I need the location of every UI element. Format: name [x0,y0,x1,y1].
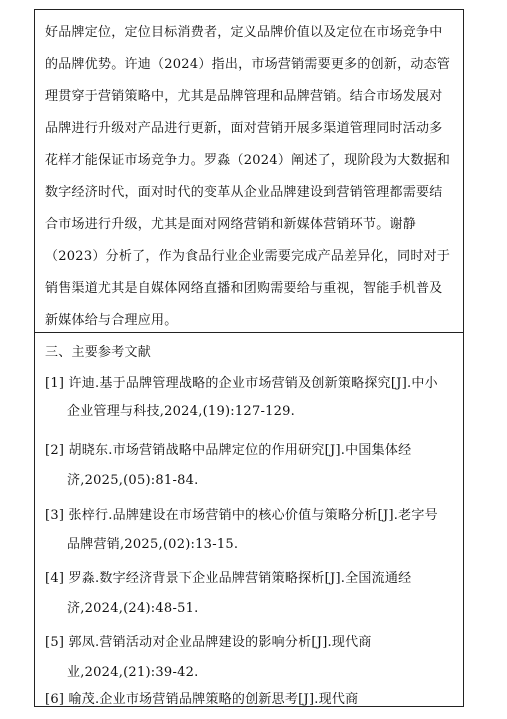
paragraph-line: 花样才能保证市场竞争力。罗淼（2024）阐述了，现阶段为大数据和 [45,153,451,168]
paragraph-line: 的品牌优势。许迪（2024）指出，市场营销需要更多的创新，动态管 [45,57,451,72]
paragraph-line: 新媒体给与合理应用。 [45,313,178,328]
reference-line-continued: 济,2024,(24):48-51. [67,601,199,616]
paragraph-line: （2023）分析了，作为食品行业企业需要完成产品差异化，同时对于 [45,249,451,264]
paragraph-line: 好品牌定位，定位目标消费者，定义品牌价值以及定位在市场竞争中 [45,25,443,40]
document-table-frame [34,9,464,707]
paragraph-line: 合市场进行升级，尤其是面对网络营销和新媒体营销环节。谢静 [45,217,417,232]
reference-line-continued: 业,2024,(21):39-42. [67,665,199,680]
paragraph-line: 数字经济时代，面对时代的变革从企业品牌建设到营销管理都需要结 [45,185,443,200]
paragraph-line: 销售渠道尤其是自媒体网络直播和团购需要给与重视，智能手机普及 [45,281,443,296]
paragraph-line: 理贯穿于营销策略中，尤其是品牌管理和品牌营销。结合市场发展对 [45,89,443,104]
reference-line-continued: 济,2025,(05):81-84. [67,473,199,488]
reference-line: [6] 喻茂.企业市场营销品牌策略的创新思考[J].现代商 [45,692,359,707]
references-heading: 三、主要参考文献 [45,345,152,360]
section-divider [35,332,463,333]
reference-line: [4] 罗淼.数字经济背景下企业品牌营销策略探析[J].全国流通经 [45,571,412,586]
reference-line-continued: 企业管理与科技,2024,(19):127-129. [67,404,296,419]
reference-line: [2] 胡晓东.市场营销战略中品牌定位的作用研究[J].中国集体经 [45,443,412,458]
reference-line: [1] 许迪.基于品牌管理战略的企业市场营销及创新策略探究[J].中小 [45,376,438,391]
reference-line: [3] 张梓行.品牌建设在市场营销中的核心价值与策略分析[J].老字号 [45,508,438,523]
paragraph-line: 品牌进行升级对产品进行更新，面对营销开展多渠道管理同时活动多 [45,121,443,136]
reference-line-continued: 品牌营销,2025,(02):13-15. [67,537,239,552]
reference-line: [5] 郭凤.营销活动对企业品牌建设的影响分析[J].现代商 [45,635,372,650]
